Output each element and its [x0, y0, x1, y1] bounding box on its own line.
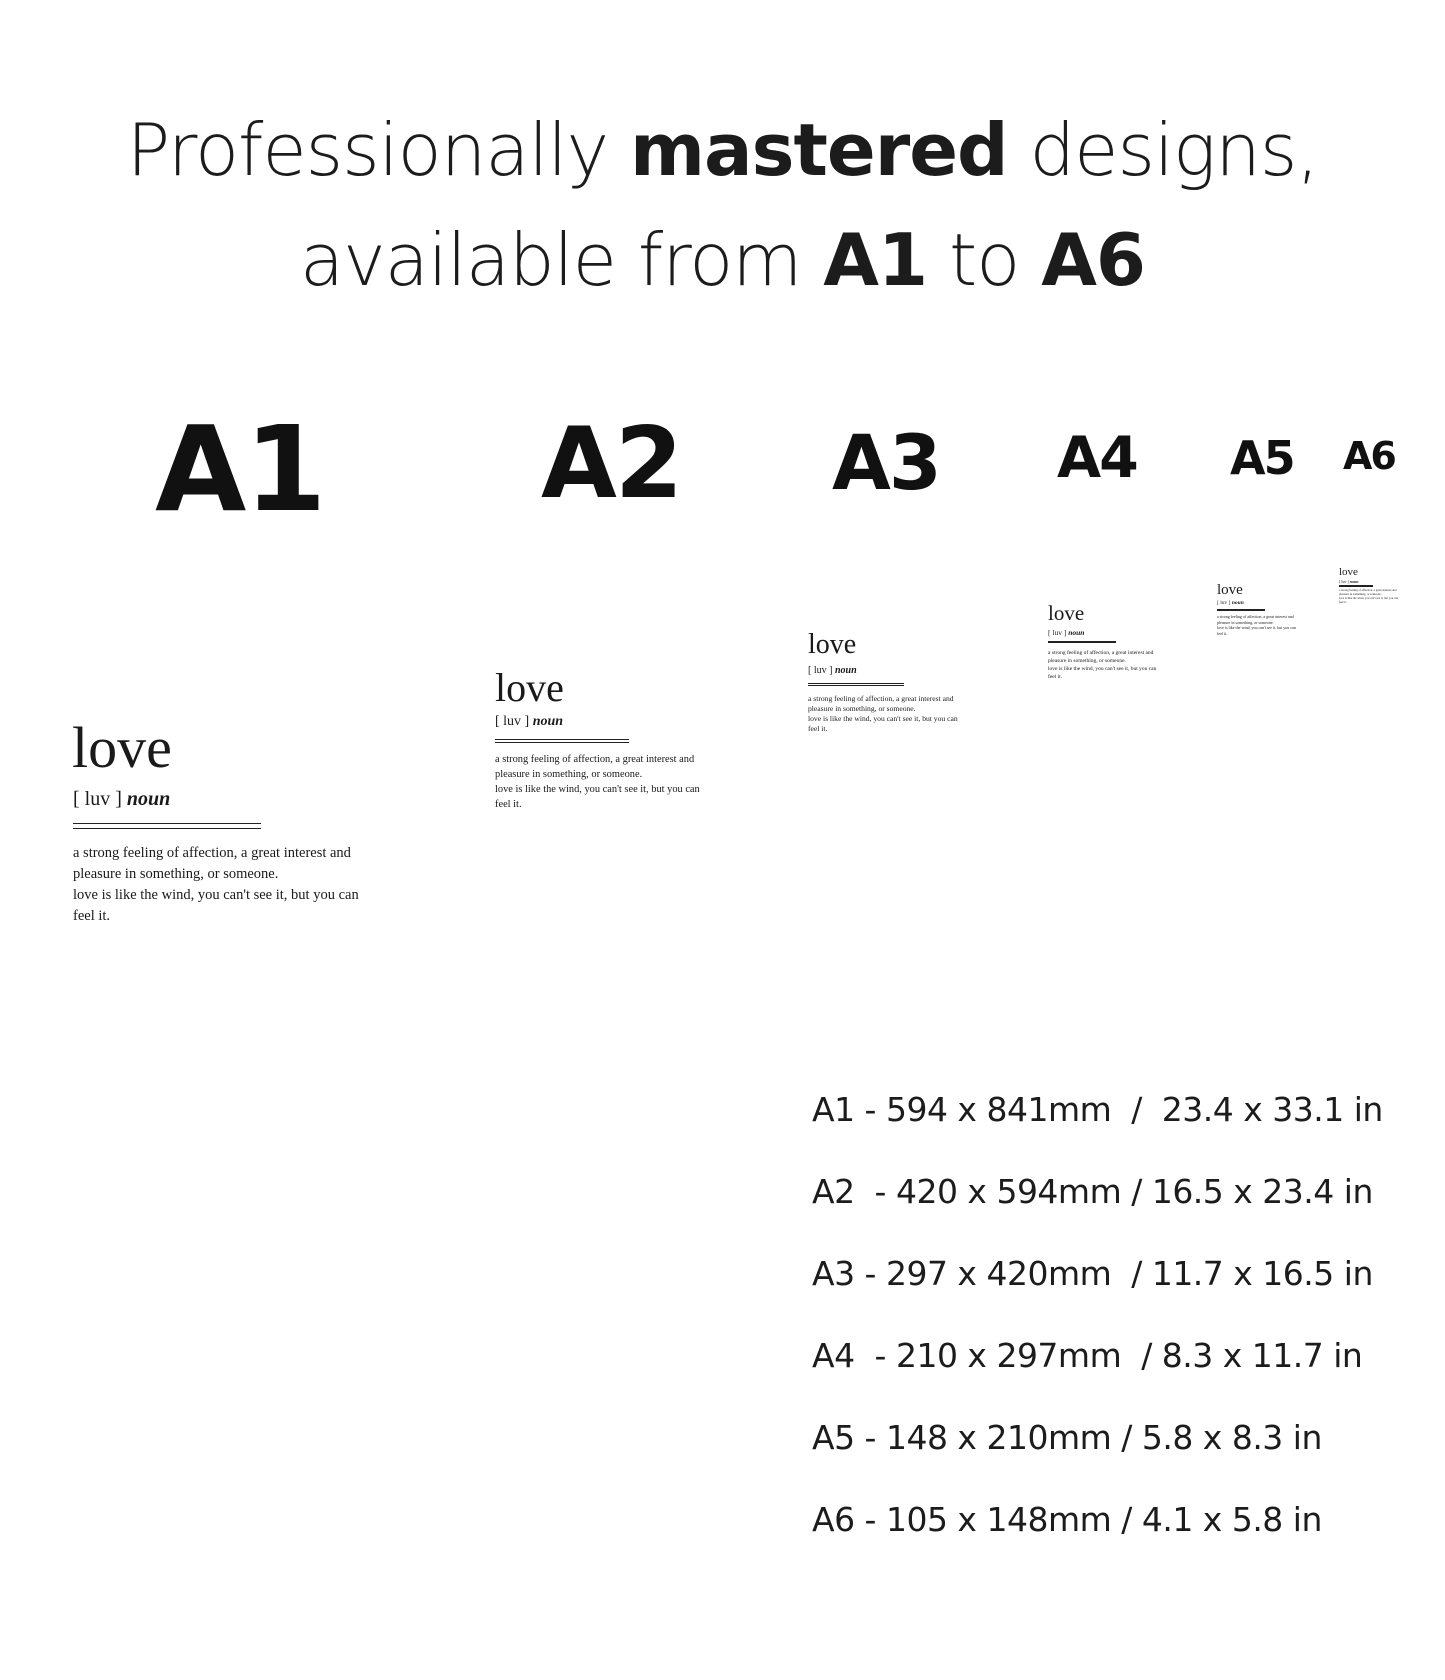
- size-label-a2: A2: [541, 407, 682, 521]
- def-line: feel it.: [1217, 630, 1228, 636]
- part-of-speech: noun: [1231, 600, 1244, 606]
- headline-line-1: [0, 95, 1445, 205]
- poster-card-a1: [40, 540, 440, 990]
- poster-pronunciation: [1217, 600, 1244, 607]
- poster-double-rule: [1048, 641, 1116, 643]
- def-line: feel it.: [73, 908, 111, 924]
- poster-card-a5: [1210, 540, 1310, 660]
- size-label-a3: A3: [832, 418, 940, 507]
- part-of-speech: noun: [1068, 628, 1085, 637]
- part-of-speech: noun: [126, 788, 171, 810]
- size-spec-a2: A2 - 420 x 594mm / 16.5 x 23.4 in: [812, 1172, 1373, 1211]
- poster-word: love: [495, 665, 564, 710]
- part-of-speech: noun: [532, 714, 564, 729]
- poster-double-rule: [1217, 609, 1265, 611]
- size-spec-a1: A1 - 594 x 841mm / 23.4 x 33.1 in: [812, 1090, 1383, 1129]
- poster-word: love: [1217, 582, 1243, 598]
- poster-word: love: [1048, 601, 1085, 625]
- pron-text: [ luv ]: [73, 788, 122, 810]
- poster-word: love: [72, 715, 172, 780]
- pron-text: [ luv ]: [1339, 579, 1349, 584]
- def-line: a strong feeling of affection, a great interest and: [1339, 588, 1397, 592]
- def-line: pleasure in something, or someone.: [495, 769, 643, 780]
- size-spec-a4: A4 - 210 x 297mm / 8.3 x 11.7 in: [812, 1336, 1363, 1375]
- def-line: pleasure in something, or someone.: [808, 704, 916, 713]
- def-line: love is like the wind, you can't see it, but you can: [1217, 625, 1296, 630]
- pron-text: [ luv ]: [1048, 628, 1067, 637]
- poster-word: love: [1339, 566, 1358, 578]
- poster-definition: [1217, 614, 1296, 636]
- size-spec-a6: A6 - 105 x 148mm / 4.1 x 5.8 in: [812, 1500, 1322, 1539]
- def-line: a strong feeling of affection, a great interest and: [73, 845, 351, 861]
- headline-text: Professionally: [126, 108, 630, 192]
- pron-text: [ luv ]: [495, 714, 530, 729]
- pron-text: [ luv ]: [808, 665, 833, 676]
- size-spec-a5: A5 - 148 x 210mm / 5.8 x 8.3 in: [812, 1418, 1322, 1457]
- poster-definition: [1048, 649, 1156, 681]
- poster-definition: [495, 752, 700, 812]
- poster-card-a2: [470, 540, 740, 840]
- def-line: pleasure in something, or someone.: [1048, 658, 1126, 664]
- poster-double-rule: [808, 683, 904, 686]
- poster-pronunciation: [1048, 628, 1084, 637]
- poster-double-rule: [73, 823, 261, 829]
- def-line: pleasure in something, or someone.: [73, 866, 279, 882]
- size-spec-a3: A3 - 297 x 420mm / 11.7 x 16.5 in: [812, 1254, 1373, 1293]
- size-label-a5: A5: [1230, 431, 1294, 485]
- poster-definition: [73, 843, 359, 927]
- def-line: a strong feeling of affection, a great interest and: [1217, 614, 1294, 619]
- poster-word: love: [808, 629, 857, 660]
- size-label-a4: A4: [1057, 425, 1137, 491]
- poster-card-a3: [790, 540, 990, 760]
- def-line: a strong feeling of affection, a great interest and: [495, 754, 695, 765]
- size-label-a1: A1: [155, 400, 325, 538]
- part-of-speech: noun: [1349, 579, 1359, 584]
- def-line: pleasure in something, or someone.: [1217, 619, 1274, 625]
- pron-text: [ luv ]: [1217, 600, 1231, 606]
- poster-pronunciation: [808, 665, 857, 677]
- poster-card-a4: [1040, 540, 1180, 700]
- def-line: feel it.: [1339, 600, 1347, 604]
- def-line: feel it.: [1048, 674, 1063, 680]
- def-line: love is like the wind, you can't see it, but you can: [1048, 666, 1157, 672]
- poster-card-a6: [1335, 540, 1415, 630]
- poster-definition: [1339, 588, 1398, 604]
- headline-line-2: [0, 205, 1445, 315]
- poster-definition: [808, 694, 958, 734]
- def-line: a strong feeling of affection, a great interest and: [1048, 650, 1154, 656]
- def-line: love is like the wind, you can't see it, but you can: [1339, 596, 1399, 600]
- def-line: pleasure in something, or someone.: [1339, 592, 1382, 596]
- poster-pronunciation: [73, 787, 170, 811]
- def-line: love is like the wind, you can't see it, but you can: [808, 714, 958, 723]
- headline-bold-text: A1: [823, 218, 928, 302]
- def-line: a strong feeling of affection, a great interest and: [808, 694, 954, 703]
- headline-bold-text: A6: [1041, 218, 1146, 302]
- poster-double-rule: [1339, 585, 1373, 587]
- part-of-speech: noun: [834, 665, 857, 676]
- def-line: feel it.: [495, 799, 522, 810]
- def-line: love is like the wind, you can't see it, but you can: [73, 887, 359, 903]
- size-spec-list: [812, 1090, 1383, 1582]
- headline-text: available from: [299, 218, 824, 302]
- poster-pronunciation: [495, 714, 563, 730]
- def-line: feel it.: [808, 724, 828, 733]
- poster-double-rule: [495, 739, 629, 743]
- page-headline: [0, 95, 1445, 315]
- poster-pronunciation: [1339, 579, 1358, 584]
- headline-bold-text: mastered: [629, 108, 1008, 192]
- headline-text: to: [927, 218, 1042, 302]
- headline-text: designs,: [1007, 108, 1319, 192]
- def-line: love is like the wind, you can't see it, but you can: [495, 784, 700, 795]
- size-label-a6: A6: [1343, 434, 1395, 478]
